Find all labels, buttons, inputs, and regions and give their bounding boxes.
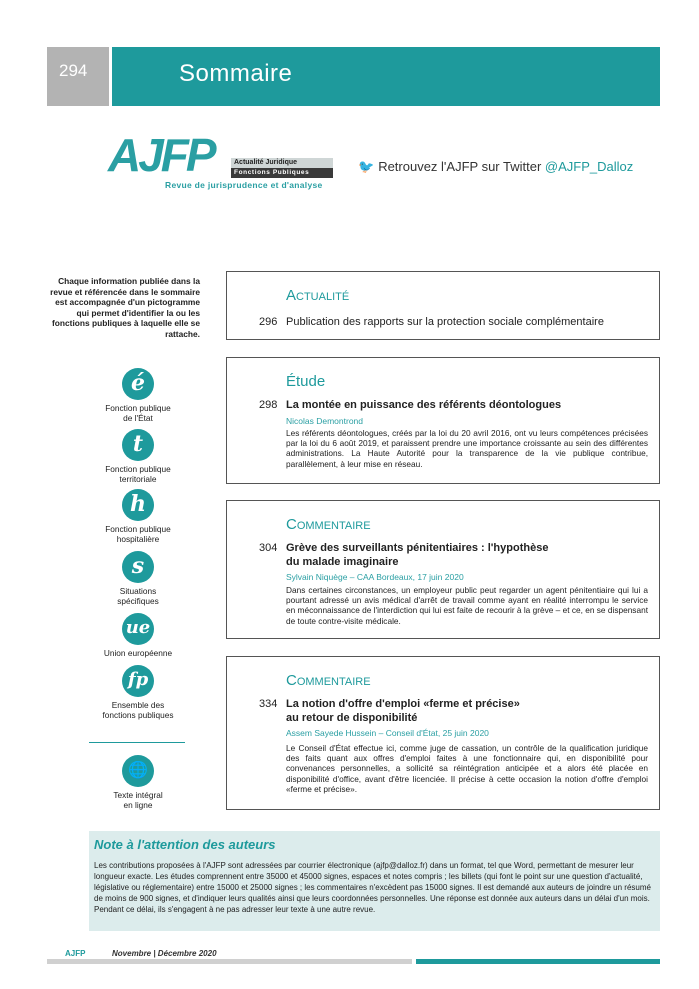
pictogram-territoriale	[78, 429, 198, 484]
section-title: Étude	[286, 373, 326, 390]
article-author: Assem Sayede Hussein – Conseil d'État, 25 juin 2020	[286, 728, 489, 738]
section-title: Actualité	[286, 287, 350, 304]
pictogram-label: Situations spécifiques	[117, 586, 159, 606]
footer-bar-right	[416, 959, 660, 964]
logo-subtitle: Revue de jurisprudence et d'analyse	[165, 180, 323, 190]
footer-bar-left	[47, 959, 412, 964]
article-headline-cont[interactable]: au retour de disponibilité	[286, 712, 418, 724]
article-headline-cont[interactable]: du malade imaginaire	[286, 556, 399, 568]
note-title: Note à l'attention des auteurs	[94, 837, 276, 852]
globe-icon: 🌐	[122, 755, 154, 787]
article-summary: Les référents déontologues, créés par la loi du 20 avril 2016, ont vu leurs compétences précisées par la loi du 6 août 2019, et paraissent prendre une importance croissante au sein des différentes administrations. La Haute Autorité pour la transparence de la vie publique contribue, parallèlement, à leur mise en réseau.	[286, 428, 648, 469]
article-summary: Le Conseil d'État effectue ici, comme juge de cassation, un contrôle de la qualification juridique des faits quant aux offres d'emploi faites à une fonctionnaire qui, en disponibilité pour convenances personnelles, a sollicité sa réintégration anticipée et a alors été placée en disponibilité d'office, avant d'être licenciée. Il précise à cette occasion la notion d'offre d'emploi «ferme et précise».	[286, 743, 648, 794]
section-commentaire-1	[226, 500, 660, 639]
situations-icon: s	[122, 551, 154, 583]
section-etude	[226, 357, 660, 484]
page-ref[interactable]: 334	[259, 698, 278, 710]
article-headline[interactable]: Grève des surveillants pénitentiaires : l'hypothèse	[286, 542, 549, 554]
page-ref[interactable]: 298	[259, 399, 278, 411]
footer-journal: AJFP	[65, 949, 86, 958]
page-ref[interactable]: 296	[259, 316, 278, 328]
territoriale-icon: t	[122, 429, 154, 461]
pictogram-ensemble	[78, 665, 198, 720]
union-europeenne-icon: ue	[122, 613, 154, 645]
page-ref[interactable]: 304	[259, 542, 278, 554]
pictogram-situations	[78, 551, 198, 606]
article-headline[interactable]: Publication des rapports sur la protection sociale complémentaire	[286, 316, 604, 328]
pictogram-label: Fonction publique territoriale	[105, 464, 171, 484]
pictogram-intro: Chaque information publiée dans la revue et référencée dans le sommaire est accompagnée d'un pictogramme qui permet d'identifier la ou les fonctions publiques à laquelle elle se rattache.	[50, 276, 200, 339]
section-commentaire-2	[226, 656, 660, 810]
article-author: Sylvain Niquège – CAA Bordeaux, 17 juin 2020	[286, 572, 464, 582]
pictogram-texte-integral	[78, 755, 198, 810]
etat-icon: é	[122, 368, 154, 400]
pictogram-label: Fonction publique hospitalière	[105, 524, 171, 544]
divider	[89, 742, 185, 743]
logo-line-2: Fonctions Publiques	[231, 168, 333, 178]
logo-line-1: Actualité Juridique	[231, 158, 333, 168]
pictogram-label: Ensemble des fonctions publiques	[102, 700, 174, 720]
twitter-icon: 🐦	[358, 159, 375, 174]
pictogram-label: Texte intégral en ligne	[113, 790, 163, 810]
article-summary: Dans certaines circonstances, un employeur public peut regarder un agent pénitentiaire qui lui a pourtant adressé un avis médical d'arrêt de travail comme ayant en réalité interrompu le service en méconnaissance de l'interdiction qui lui est faite de recourir à la grève – et ce, en se dispensant de toute contre-visite médicale.	[286, 585, 648, 626]
page-number: 294	[47, 47, 109, 106]
page-title: Sommaire	[112, 47, 660, 106]
ensemble-icon: fp	[122, 665, 154, 697]
pictogram-etat	[78, 368, 198, 423]
article-headline[interactable]: La notion d'offre d'emploi «ferme et précise»	[286, 698, 520, 710]
pictogram-hospitaliere	[78, 489, 198, 544]
authors-note	[89, 831, 660, 931]
footer-date: Novembre | Décembre 2020	[112, 949, 217, 958]
twitter-handle[interactable]: @AJFP_Dalloz	[544, 159, 634, 174]
ajfp-logo	[108, 129, 348, 194]
hospitaliere-icon: h	[122, 489, 154, 521]
article-headline[interactable]: La montée en puissance des référents déontologues	[286, 399, 562, 411]
pictogram-label: Fonction publique de l'État	[105, 403, 171, 423]
logo-wordmark: AJFP	[108, 129, 214, 181]
section-actualite	[226, 271, 660, 340]
twitter-promo	[358, 159, 633, 175]
article-author: Nicolas Demontrond	[286, 416, 364, 426]
twitter-text: Retrouvez l'AJFP sur Twitter	[378, 159, 545, 174]
section-title: Commentaire	[286, 516, 371, 533]
note-text: Les contributions proposées à l'AJFP sont adressées par courrier électronique (ajfp@dalloz.fr) dans un format, tel que Word, permettant de mesurer leur longueur exacte. Les études comprennent entre 35000 et 45000 signes, espaces et notes compris ; les billets (qui font le point sur une question d'actualité, législative ou réglementaire) entre 15000 et 25000 signes ; les commentaires n'excèdent pas 15000 signes. Il est demandé aux auteurs de joindre un résumé de moins de 900 signes, et d'indiquer leurs qualités ainsi que leurs coordonnées personnelles. Une réponse est donnée aux auteurs dans un délai d'un mois. Pendant ce délai, ils s'engagent à ne pas adresser leur texte à une autre revue.	[94, 861, 651, 914]
pictogram-ue	[78, 613, 198, 658]
section-title: Commentaire	[286, 672, 371, 689]
pictogram-label: Union européenne	[103, 648, 173, 658]
